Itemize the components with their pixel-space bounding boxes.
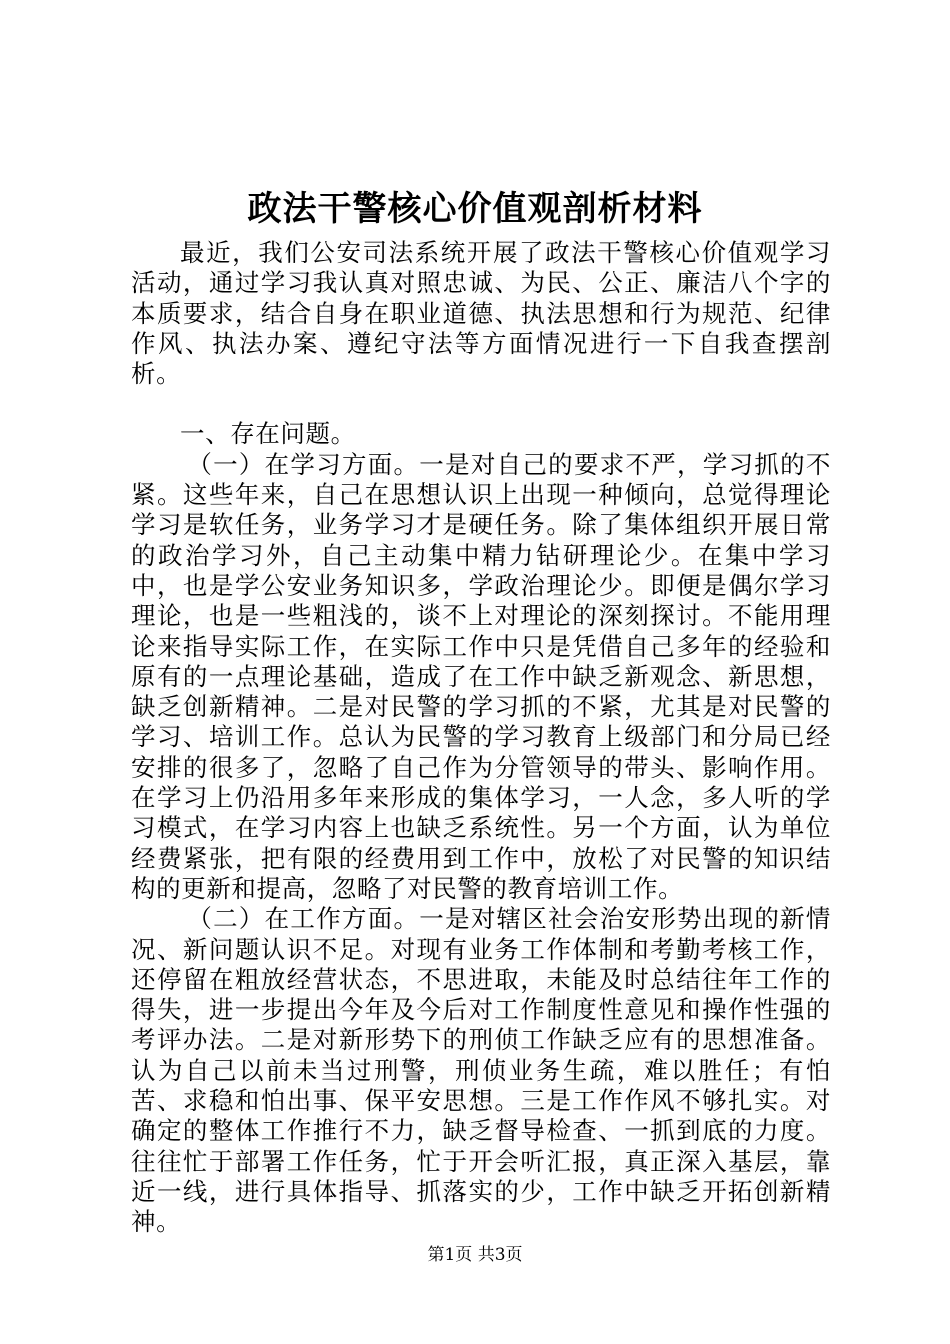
document-body	[131, 238, 831, 1238]
study-aspect-paragraph: （一）在学习方面。一是对自己的要求不严，学习抓的不紧。这些年来，自己在思想认识上出现一种倾向，总觉得理论学习是软任务，业务学习才是硬任务。除了集体组织开展日常的政治学习外，自己主动集中精力钻研理论少。在集中学习中，也是学公安业务知识多，学政治理论少。即便是偶尔学习理论，也是一些粗浅的，谈不上对理论的深刻探讨。不能用理论来指导实际工作，在实际工作中只是凭借自己多年的经验和原有的一点理论基础，造成了在工作中缺乏新观念、新思想，缺乏创新精神。二是对民警的学习抓的不紧，尤其是对民警的学习、培训工作。总认为民警的学习教育上级部门和分局已经安排的很多了，忽略了自己作为分管领导的带头、影响作用。在学习上仍沿用多年来形成的集体学习，一人念，多人听的学习模式，在学习内容上也缺乏系统性。另一个方面，认为单位经费紧张，把有限的经费用到工作中，放松了对民警的知识结构的更新和提高，忽略了对民警的教育培训工作。	[131, 449, 831, 903]
page-number-footer: 第1页 共3页	[427, 1245, 523, 1265]
document-title: 政法干警核心价值观剖析材料	[247, 189, 703, 229]
intro-paragraph: 最近，我们公安司法系统开展了政法干警核心价值观学习活动，通过学习我认真对照忠诚、为民、公正、廉洁八个字的本质要求，结合自身在职业道德、执法思想和行为规范、纪律作风、执法办案、遵纪守法等方面情况进行一下自我查摆剖析。	[131, 238, 831, 389]
section-heading-problems: 一、存在问题。	[180, 419, 356, 449]
work-aspect-paragraph: （二）在工作方面。一是对辖区社会治安形势出现的新情况、新问题认识不足。对现有业务工作体制和考勤考核工作，还停留在粗放经营状态，不思进取，未能及时总结往年工作的得失，进一步提出今年及今后对工作制度性意见和操作性强的考评办法。二是对新形势下的刑侦工作缺乏应有的思想准备。认为自己以前未当过刑警，刑侦业务生疏，难以胜任；有怕苦、求稳和怕出事、保平安思想。三是工作作风不够扎实。对确定的整体工作推行不力，缺乏督导检查、一抓到底的力度。往往忙于部署工作任务，忙于开会听汇报，真正深入基层，靠近一线，进行具体指导、抓落实的少，工作中缺乏开拓创新精神。	[131, 904, 831, 1237]
